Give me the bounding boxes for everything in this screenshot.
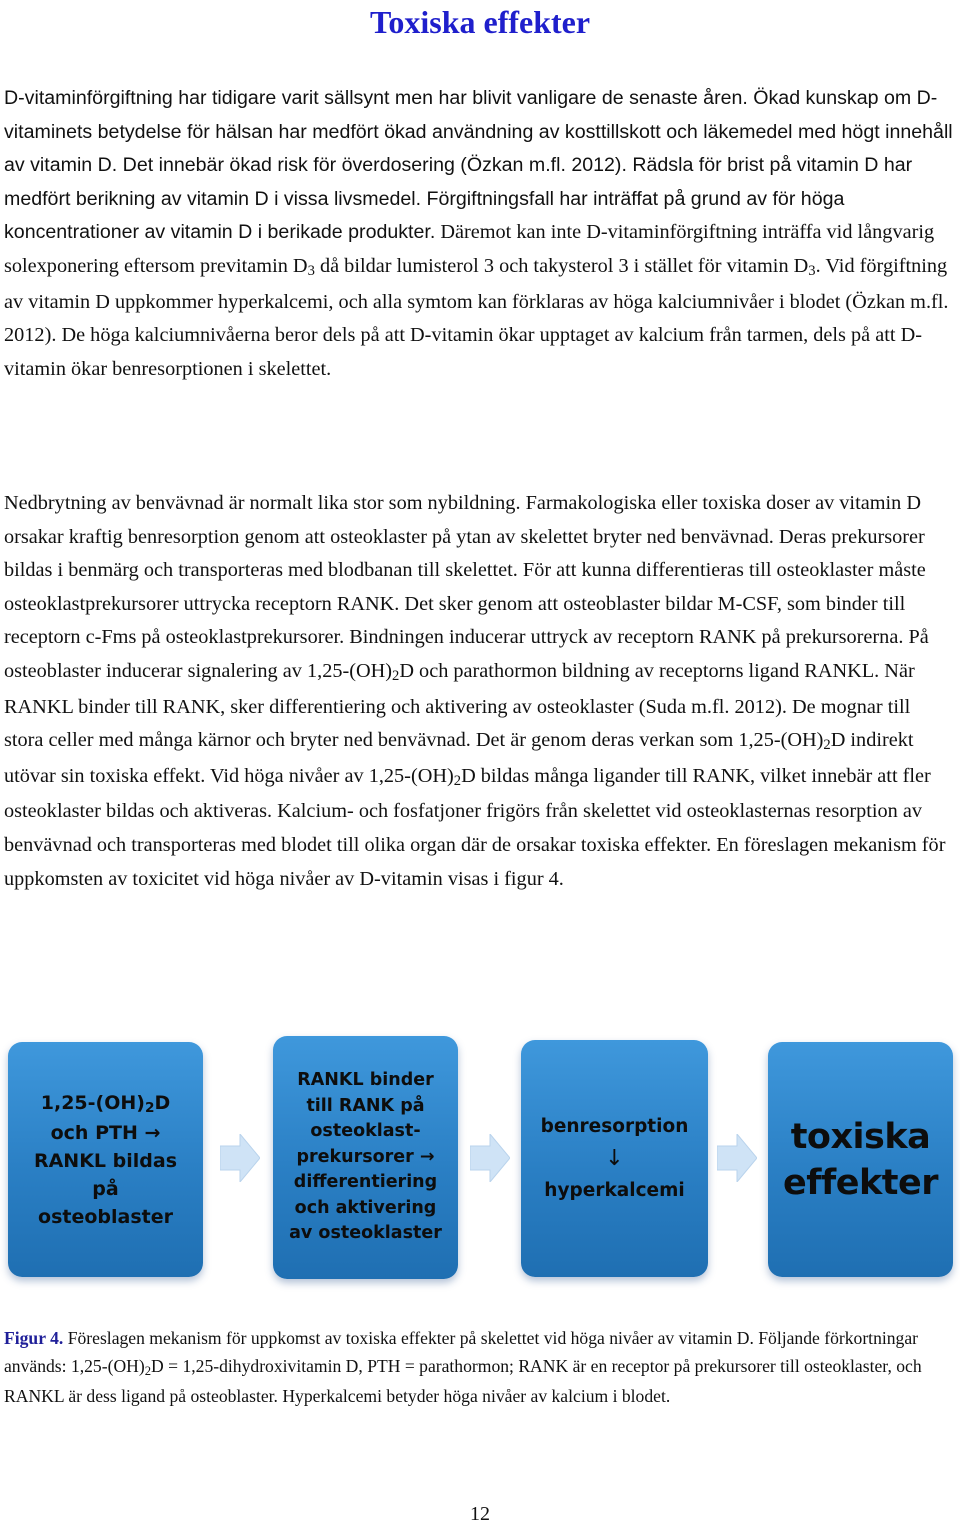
flow-box-line: [51, 1119, 161, 1147]
flow-box-line: RANKL binder: [297, 1069, 434, 1090]
flow-box-line: och aktivering: [294, 1197, 437, 1218]
flow-box-line: RANKL bildas: [33, 1149, 178, 1172]
right-arrow-icon: →: [144, 1121, 161, 1144]
paragraph-mechanism-part-d: D bildas många ligander till RANK, vilket innebär att fler osteoklaster bildas och aktiveras. Kalcium- och fosfatjoner frigörs från skelettet vid osteoklasternas resorption av benvävnad och transporteras med blodet till olika organ där de orsakar toxiska effekter. En föreslagen mekanism för uppkomsten av toxicitet vid höga nivåer av D-vitamin visas i figur 4.: [4, 764, 946, 890]
subscript: 2: [392, 668, 400, 685]
flow-box-line: toxiska: [790, 1116, 931, 1157]
flow-arrow-icon: [717, 1134, 757, 1182]
figure-caption: [4, 1324, 956, 1410]
figure-4-flow-diagram: [0, 1030, 960, 1290]
page-title: Toxiska effekter: [369, 4, 591, 40]
flow-box-line: effekter: [783, 1162, 938, 1203]
paragraph-intro-sentence-d: då bildar lumisterol 3 och takysterol 3 i stället för vitamin D: [314, 254, 809, 277]
subscript: 2: [823, 737, 831, 754]
subscript: 2: [453, 772, 462, 789]
flow-box-line: [41, 1089, 170, 1119]
subscript: 2: [144, 1099, 155, 1116]
paragraph-intro-sentence-e: . Vid förgiftning av vitamin D uppkommer hyperkalcemi, och alla symtom kan förklaras av höga kalciumnivåer i blodet (Özkan m.fl. 2012). De höga kalciumnivåerna beror dels på att D-vitamin ökar upptaget av kalcium från tarmen, dels på att D-vitamin ökar benresorptionen i skelettet.: [4, 254, 949, 380]
flow-box-line: osteoblaster: [38, 1205, 173, 1228]
subscript: 3: [808, 263, 816, 280]
flow-box-toxic-effects: [768, 1042, 953, 1277]
flow-text: 1,25-(OH): [40, 1091, 145, 1114]
paragraph-intro-sentence-b: Rädsla för brist på vitamin D har medfört berikning av vitamin D i vissa livsmedel. Förgiftningsfall har inträffat på grund av för höga koncentrationer av vitamin D i berikade produkter.: [4, 154, 913, 244]
figure-caption-label: Figur 4.: [4, 1328, 64, 1348]
right-arrow-icon: →: [419, 1146, 435, 1167]
figure-caption-text: Föreslagen mekanism för uppkomst av toxiska effekter på skelettet vid höga nivåer av vitamin D. Följande förkortningar används: 1,25-(OH): [4, 1328, 919, 1376]
page-number: 12: [470, 1503, 490, 1525]
flow-box-line: hyperkalcemi: [544, 1179, 685, 1201]
paragraph-mechanism-part-c: D indirekt utövar sin toxiska effekt. Vid höga nivåer av 1,25-(OH): [4, 729, 914, 787]
flow-box-line: på: [92, 1177, 119, 1200]
figure-caption-text: D = 1,25-dihydroxivitamin D, PTH = parathormon; RANK är en receptor på prekursorer till osteoklaster, och RANKL är dess ligand på osteoblaster. Hyperkalcemi betyder höga nivåer av kalcium i blodet.: [4, 1356, 922, 1406]
flow-box-line: till RANK på: [306, 1095, 425, 1116]
flow-box-osteoclast-differentiation: [273, 1036, 458, 1279]
flow-box-line: differentiering: [293, 1172, 438, 1193]
flow-box-bone-resorption: [521, 1040, 708, 1277]
flow-text: D: [154, 1091, 171, 1114]
flow-box-line: [296, 1145, 434, 1171]
paragraph-mechanism-part-b: D och parathormon bildning av receptorns ligand RANKL. När RANKL binder till RANK, sker differentiering och aktivering av osteoklaster (Suda m.fl. 2012). De mognar till stora celler med många kärnor och bryter ned benvävnad. Det är genom deras verkan som 1,25-(OH): [4, 659, 915, 752]
flow-box-rankl-formation: [8, 1042, 203, 1277]
paragraph-intro-sentence-c: Däremot kan inte D-vitaminförgiftning inträffa vid långvarig solexponering eftersom previtamin D: [4, 221, 935, 277]
flow-arrow-icon: [220, 1134, 260, 1182]
paragraph-intro: [4, 82, 954, 386]
paragraph-mechanism-part-a: Nedbrytning av benvävnad är normalt lika stor som nybildning. Farmakologiska eller toxiska doser av vitamin D orsakar kraftig benresorption genom att osteoklaster på ytan av skelettet bryter ned benvävnad. Deras prekursorer bildas i benmärg och transporteras med blodbanan till skelettet. För att kunna differentieras till osteoklaster måste osteoklastprekursorer uttrycka receptorn RANK. Det sker genom att osteoblaster bildar M-CSF, som binder till receptorn c-Fms på osteoklastprekursorer. Bindningen inducerar uttryck av receptorn RANK på prekursorerna. På osteoblaster inducerar signalering av 1,25-(OH): [4, 492, 929, 682]
subscript: 3: [307, 263, 315, 280]
paragraph-mechanism: [4, 487, 954, 896]
subscript: 2: [144, 1363, 152, 1378]
flow-text: prekursorer: [296, 1146, 420, 1167]
down-arrow-icon: ↓: [605, 1145, 624, 1171]
flow-box-line: benresorption: [540, 1115, 689, 1137]
flow-arrow-icon: [470, 1134, 510, 1182]
flow-box-line: osteoklast-: [310, 1121, 421, 1142]
flow-box-line: av osteoklaster: [289, 1223, 442, 1244]
flow-text: och PTH: [50, 1121, 145, 1144]
paragraph-intro-sentence-a: D-vitaminförgiftning har tidigare varit sällsynt men har blivit vanligare de senaste åren. Ökad kunskap om D-vitaminets betydelse för hälsan har medfört ökad användning av kosttillskott och läkemedel med högt innehåll av vitamin D. Det innebär ökad risk för överdosering (Özkan m.fl. 2012).: [4, 87, 953, 177]
